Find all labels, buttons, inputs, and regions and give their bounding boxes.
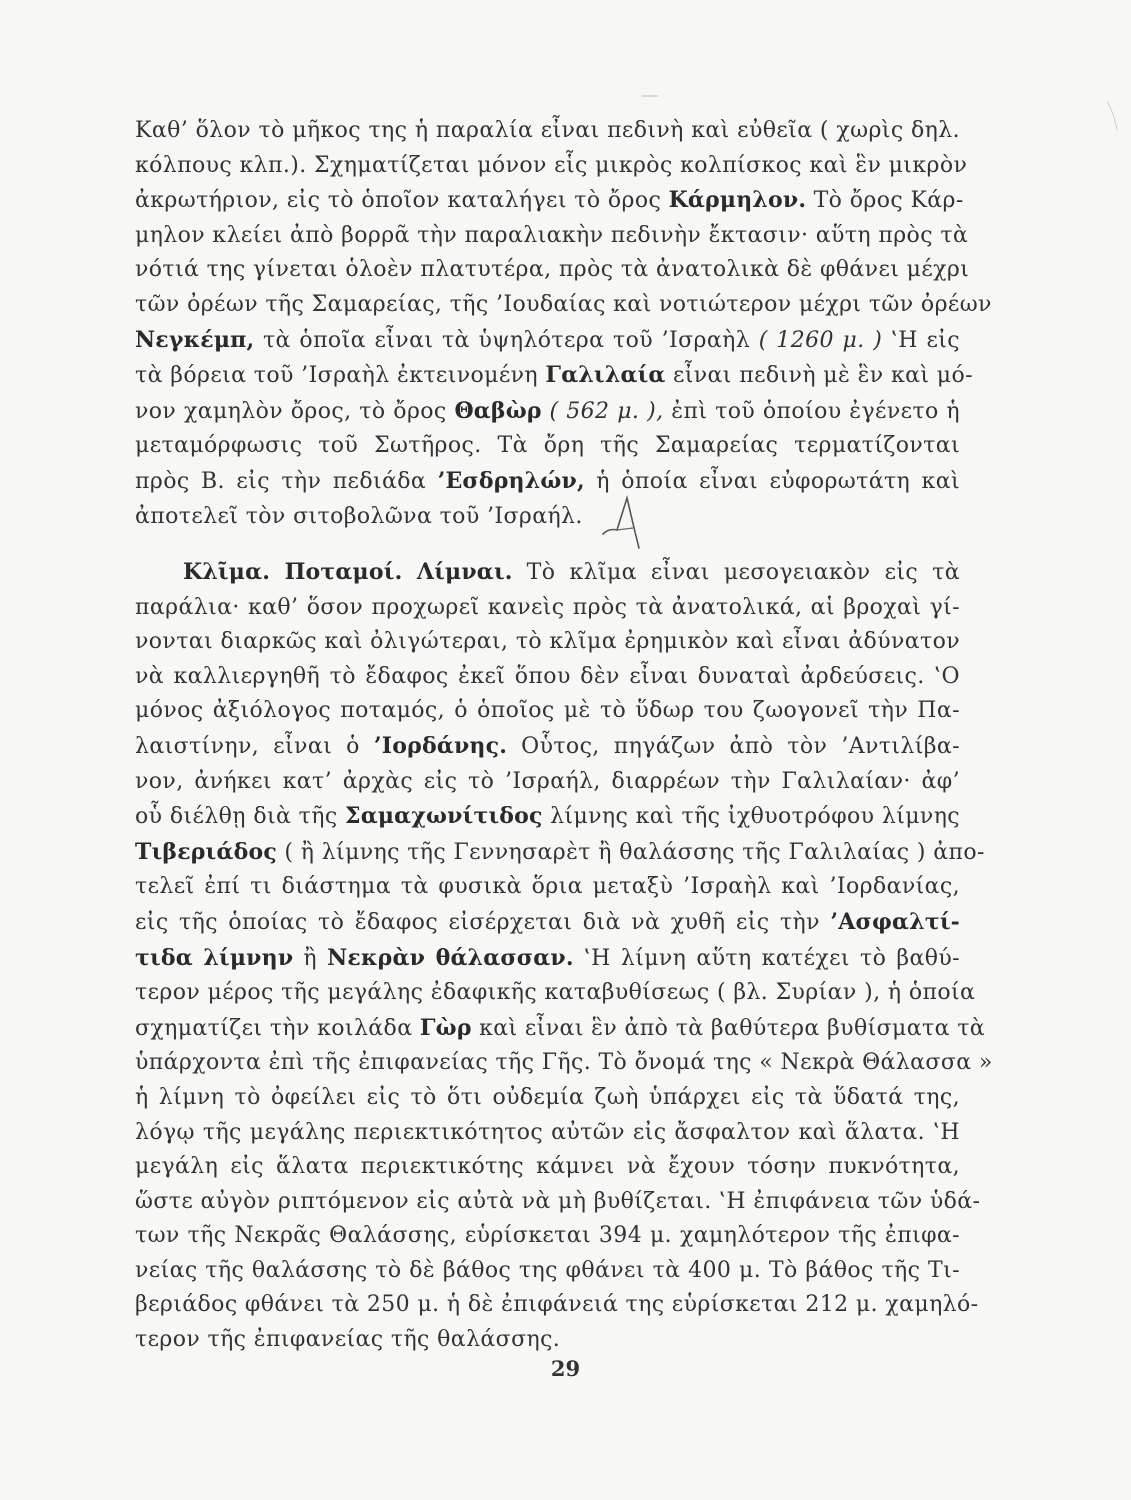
text-segment: ἀποτελεῖ τὸν σιτοβολῶνα τοῦ ’Ισραήλ.: [135, 503, 583, 529]
text-line: [135, 1219, 960, 1254]
text-segment: ‛Η λίμνη αὕτη κατέχει τὸ βαθύ-: [573, 945, 960, 971]
bold-term: Κλῖμα. Ποταμοί. Λίμναι.: [183, 559, 513, 585]
text-segment: ὑπάρχοντα ἐπὶ τῆς ἐπιφανείας τῆς Γῆς. Τὸ ὄνομά της « Νεκρὰ Θάλασσα »: [135, 1050, 993, 1076]
text-segment: κόλπους κλπ.). Σχηματίζεται μόνον εἷς μικρὸς κολπίσκος καὶ ἓν μικρὸν: [135, 152, 968, 178]
text-line: [135, 114, 960, 149]
pencil-annotation-mark: [595, 490, 665, 560]
italic-measure: ( 1260 μ. ): [758, 327, 883, 353]
text-segment: τερον μέρος τῆς μεγάλης ἐδαφικῆς καταβυθίσεως ( βλ. Συρίαν ), ἡ ὁποία: [135, 980, 976, 1006]
bold-term: τιδα λίμνην: [135, 944, 294, 971]
text-line: [135, 464, 960, 500]
text-line: [135, 358, 973, 394]
text-segment: των τῆς Νεκρᾶς Θαλάσσης, εὑρίσκεται 394 μ. χαμηλότερον τῆς ἐπιφα-: [135, 1223, 960, 1249]
text-line: [135, 694, 960, 729]
edge-pencil-stroke: [1105, 100, 1121, 140]
text-segment: νον χαμηλὸν ὄρος, τὸ ὄρος: [135, 398, 455, 424]
text-segment: εἶναι πεδινὴ μὲ ἓν καὶ μό-: [665, 363, 973, 389]
text-line: [135, 941, 960, 977]
text-line: [135, 625, 960, 660]
text-segment: Οὗτος, πηγάζων ἀπὸ τὸν ’Αντιλίβα-: [507, 733, 960, 759]
text-segment: νὰ καλλιεργηθῆ τὸ ἔδαφος ἐκεῖ ὅπου δὲν εἶναι δυναταὶ ἀρδεύσεις. ‛Ο: [135, 663, 960, 689]
text-segment: ἢ: [293, 945, 328, 971]
text-line: [135, 1081, 960, 1116]
text-segment: πρὸς Β. εἰς τὴν πεδιάδα: [135, 468, 438, 494]
text-segment: λόγῳ τῆς μεγάλης περιεκτικότητος αὐτῶν εἰς ἄσφαλτον καὶ ἅλατα. ‛Η: [135, 1119, 960, 1145]
bold-term: Νεκρὰν θάλασσαν.: [327, 944, 574, 971]
text-segment: νότιά της γίνεται ὁλοὲν πλατυτέρα, πρὸς τὰ ἀνατολικὰ δὲ φθάνει μέχρι: [135, 257, 970, 283]
text-line: [135, 1254, 960, 1289]
text-line: [135, 323, 960, 359]
text-segment: ἀκρωτήριον, εἰς τὸ ὁποῖον καταλήγει τὸ ὄρος: [135, 188, 669, 214]
text-line: [135, 799, 960, 835]
text-line: [135, 905, 960, 941]
text-line: [135, 1288, 979, 1323]
text-line: [135, 1011, 986, 1047]
text-line: [135, 219, 969, 254]
bold-term: Τιβεριάδος: [135, 838, 277, 865]
text-segment: τερον τῆς ἐπιφανείας τῆς θαλάσσης.: [135, 1327, 561, 1353]
text-segment: νον, ἀνήκει κατ’ ἀρχὰς εἰς τὸ ’Ισραήλ, διαρρέων τὴν Γαλιλαίαν· ἀφ’: [135, 768, 960, 794]
text-line: [135, 870, 960, 905]
text-segment: μεταμόρφωσις τοῦ Σωτῆρος. Τὰ ὄρη τῆς Σαμαρείας τερματίζονται: [135, 433, 960, 459]
bold-term: Θαβὼρ: [454, 397, 542, 424]
text-line: [135, 394, 960, 430]
text-segment: λίμνης καὶ τῆς ἰχθυοτρόφου λίμνης: [542, 804, 960, 830]
text-line: [135, 183, 964, 219]
bold-term: Σαμαχωνίτιδος: [345, 803, 543, 830]
text-line: [135, 500, 960, 535]
bold-term: ’Εσδρηλών,: [437, 467, 585, 494]
text-segment: Καθ’ ὅλον τὸ μῆκος της ἡ παραλία εἶναι πεδινὴ καὶ εὐθεῖα ( χωρὶς δηλ.: [135, 118, 960, 143]
bold-term: Γὼρ: [419, 1014, 472, 1041]
text-line: [135, 253, 970, 288]
text-segment: εἰς τῆς ὁποίας τὸ ἔδαφος εἰσέρχεται διὰ νὰ χυθῆ εἰς τὴν: [135, 909, 831, 935]
text-line: [135, 1185, 981, 1220]
bold-term: Γαλιλαία: [545, 362, 666, 389]
text-segment: βεριάδος φθάνει τὰ 250 μ. ἡ δὲ ἐπιφάνειά της εὑρίσκεται 212 μ. χαμηλό-: [135, 1292, 979, 1318]
text-line: [135, 835, 985, 871]
text-segment: ὥστε αὐγὸν ριπτόμενον εἰς αὐτὰ νὰ μὴ βυθίζεται. ‛Η ἐπιφάνεια τῶν ὑδά-: [135, 1188, 981, 1214]
text-segment: νονται διαρκῶς καὶ ὀλιγώτεραι, τὸ κλῖμα ἐρημικὸν καὶ εἶναι ἀδύνατον: [135, 629, 960, 655]
text-segment: ἡ λίμνη τὸ ὀφείλει εἰς τὸ ὅτι οὐδεμία ζωὴ ὑπάρχει εἰς τὰ ὕδατά της,: [135, 1084, 960, 1110]
text-line: [135, 729, 960, 765]
text-segment: ἡ ὁποία εἶναι εὐφορωτάτη καὶ: [584, 468, 960, 494]
text-segment: [542, 399, 550, 424]
text-segment: ( ἢ λίμνης τῆς Γεννησαρὲτ ἢ θαλάσσης τῆς Γαλιλαίας ) ἀπο-: [276, 839, 985, 865]
text-line: [135, 976, 976, 1011]
text-segment: τὰ βόρεια τοῦ ’Ισραὴλ ἐκτεινομένη: [135, 363, 546, 389]
text-segment: καὶ εἶναι ἓν ἀπὸ τὰ βαθύτερα βυθίσματα τὰ: [471, 1015, 986, 1041]
text-segment: Τὸ κλῖμα εἶναι μεσογειακὸν εἰς τὰ: [512, 560, 961, 585]
text-segment: οὗ διέλθῃ διὰ τῆς: [135, 804, 345, 830]
pencil-dash-mark: [640, 92, 660, 100]
bold-term: Κάρμηλον.: [668, 187, 807, 214]
text-segment: παράλια· καθ’ ὅσον προχωρεῖ κανεὶς πρὸς τὰ ἀνατολικά, αἱ βροχαὶ γί-: [135, 594, 960, 620]
text-line: [135, 1323, 960, 1358]
text-segment: ἐπὶ τοῦ ὁποίου ἐγένετο ἡ: [663, 398, 960, 424]
text-segment: Τὸ ὄρος Κάρ-: [806, 188, 964, 214]
text-segment: τῶν ὀρέων τῆς Σαμαρείας, τῆς ’Ιουδαίας καὶ νοτιώτερον μέχρι τῶν ὀρέων: [135, 291, 992, 317]
text-line: [135, 1116, 960, 1151]
bold-term: ’Ιορδάνης.: [373, 732, 508, 759]
text-line: [135, 660, 960, 695]
bold-term: ’Ασφαλτί-: [830, 908, 960, 935]
paragraph-coast-geography: [135, 114, 992, 534]
text-line: [135, 288, 992, 323]
text-segment: μηλον κλείει ἀπὸ βορρᾶ τὴν παραλιακὴν πεδινὴν ἔκτασιν· αὕτη πρὸς τὰ: [135, 222, 969, 248]
text-line: [135, 1046, 993, 1081]
text-segment: μεγάλη εἰς ἅλατα περιεκτικότης κάμνει νὰ ἔχουν τόσην πυκνότητα,: [135, 1154, 960, 1180]
italic-measure: ( 562 μ. ),: [549, 398, 664, 424]
text-line: [135, 765, 960, 800]
text-line: [135, 149, 968, 184]
text-segment: λαιστίνην, εἶναι ὁ: [135, 733, 374, 759]
text-line: [135, 429, 960, 464]
text-segment: σχηματίζει τὴν κοιλάδα: [135, 1015, 420, 1041]
text-segment: νείας τῆς θαλάσσης τὸ δὲ βάθος της φθάνει τὰ 400 μ. Τὸ βάθος τῆς Τι-: [135, 1257, 960, 1283]
text-segment: τελεῖ ἐπί τι διάστημα τὰ φυσικὰ ὅρια μεταξὺ ’Ισραὴλ καὶ ’Ιορδανίας,: [135, 874, 960, 900]
text-line: [135, 1150, 960, 1185]
bold-term: Νεγκέμπ,: [135, 326, 255, 353]
text-line: [135, 555, 960, 591]
text-line: [135, 591, 960, 626]
text-segment: μόνος ἀξιόλογος ποταμός, ὁ ὁποῖος μὲ τὸ ὕδωρ του ζωογονεῖ τὴν Πα-: [135, 698, 960, 724]
text-segment: τὰ ὁποῖα εἶναι τὰ ὑψηλότερα τοῦ ’Ισραὴλ: [254, 327, 759, 353]
page-number: 29: [550, 1356, 581, 1381]
paragraph-climate-rivers-lakes: [135, 555, 993, 1358]
text-segment: ‛Η εἰς: [882, 327, 960, 353]
